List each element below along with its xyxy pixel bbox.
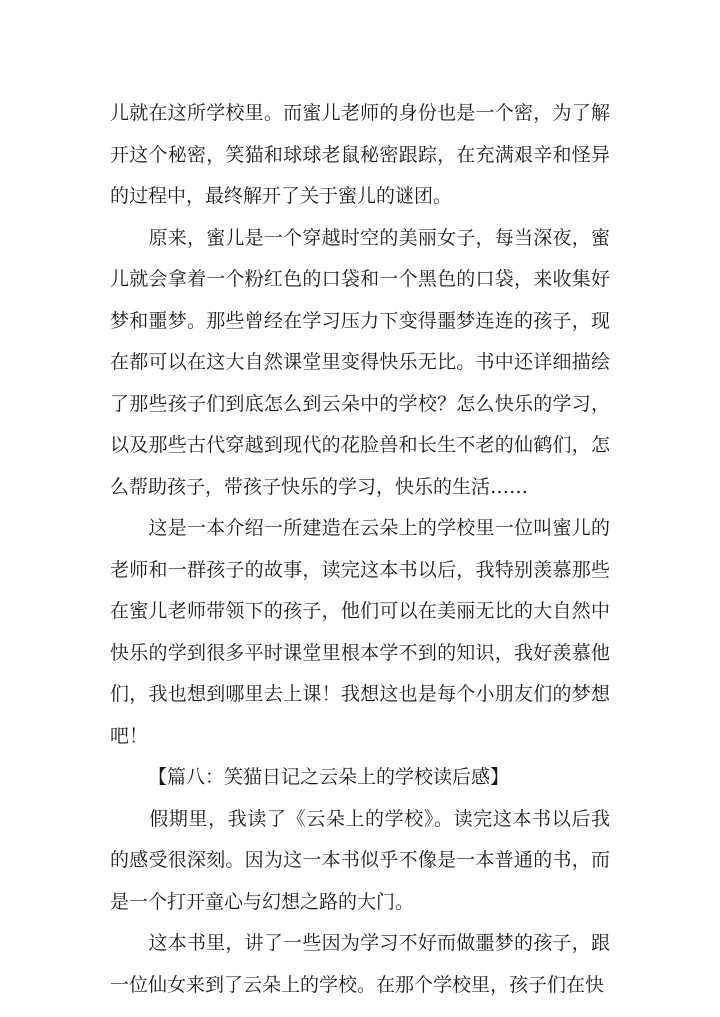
paragraph-holiday-reading: 假期里，我读了《云朵上的学校》。读完这本书以后我的感受很深刻。因为这一本书似乎不像是一本普通的书，而是一个打开童心与幻想之路的大门。 [110, 807, 610, 913]
paragraph-continuation: 儿就在这所学校里。而蜜儿老师的身份也是一个密，为了解开这个秘密，笑猫和球球老鼠秘密跟踪，在充满艰辛和怪异的过程中，最终解开了关于蜜儿的谜团。 [110, 102, 610, 207]
body-text [110, 93, 610, 1006]
paragraph-mier-origin: 原来，蜜儿是一个穿越时空的美丽女子，每当深夜，蜜儿就会拿着一个粉红色的口袋和一个黑色的口袋，来收集好梦和噩梦。那些曾经在学习压力下变得噩梦连连的孩子，现在都可以在这大自然课堂里变得快乐无比。书中还详细描绘了那些孩子们到底怎么到云朵中的学校？怎么快乐的学习，以及那些古代穿越到现代的花脸兽和长生不老的仙鹤们，怎么帮助孩子，带孩子快乐的学习，快乐的生活…… [110, 226, 610, 498]
paragraph-book-summary: 这是一本介绍一所建造在云朵上的学校里一位叫蜜儿的老师和一群孩子的故事，读完这本书以后，我特别羡慕那些在蜜儿老师带领下的孩子，他们可以在美丽无比的大自然中快乐的学到很多平时课堂里根本学不到的知识，我好羡慕他们，我也想到哪里去上课！我想这也是每个小朋友们的梦想吧！ [110, 517, 610, 747]
section-heading: 【篇八：笑猫日记之云朵上的学校读后感】 [148, 766, 510, 788]
paragraph-book-content: 这本书里，讲了一些因为学习不好而做噩梦的孩子，跟一位仙女来到了云朵上的学校。在那个学校里，孩子们在快 [110, 932, 610, 996]
